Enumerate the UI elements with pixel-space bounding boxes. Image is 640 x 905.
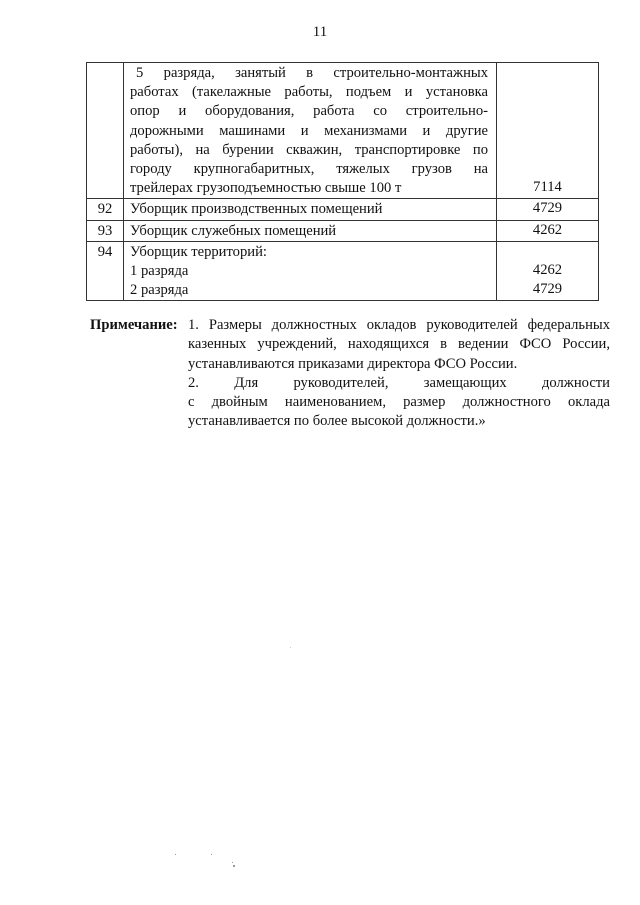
text-line: устанавливаются приказами директора ФСО России. (188, 355, 518, 372)
salary-value: 4262 (532, 262, 563, 279)
text-line: работах (такелажные работы, подъем и установка (130, 84, 488, 101)
note-item-1 (188, 316, 610, 374)
salary-values (497, 241, 599, 301)
text-line: городу крупногабаритных, тяжелых грузов на (130, 161, 488, 178)
text-line: трейлерах грузоподъемностью свыше 100 т (130, 180, 402, 197)
salary-value: 7114 (497, 63, 599, 199)
position-title: Уборщик территорий: (130, 243, 267, 260)
row-number: 92 (87, 199, 124, 220)
note-section (90, 316, 610, 432)
salary-value: 4729 (532, 281, 563, 298)
table-row (87, 241, 599, 301)
text-line: с двойным наименованием, размер должностного оклада (188, 394, 610, 411)
blank-line (497, 242, 598, 261)
scan-speck (233, 865, 235, 867)
position-name (124, 63, 497, 199)
row-number (87, 63, 124, 199)
position-name: Уборщик служебных помещений (124, 220, 497, 241)
text-line: дорожными машинами и механизмами и другие (130, 122, 488, 139)
grade-label: 2 разряда (130, 282, 189, 299)
text-line: работы), на бурении скважин, транспортировке по (130, 141, 488, 158)
text-line: 2. Для руководителей, замещающих должности (188, 374, 610, 391)
text-line: устанавливается по более высокой должности.» (188, 413, 486, 430)
text-line: казенных учреждений, находящихся в ведении ФСО России, (188, 336, 610, 353)
scan-speck (175, 854, 176, 855)
note-item-2 (188, 374, 610, 432)
page-number: 11 (312, 24, 328, 40)
table-row (87, 220, 599, 241)
scan-speck (290, 647, 291, 648)
note-label: Примечание: (90, 317, 178, 333)
note-body (188, 316, 610, 432)
scan-speck (232, 862, 233, 863)
table-row-continued (87, 63, 599, 199)
row-number: 94 (87, 241, 124, 301)
text-line: опор и оборудования, работа со строительно- (130, 103, 488, 120)
text-line: 5 разряда, занятый в строительно-монтажных (136, 65, 488, 81)
salary-value: 4729 (497, 199, 599, 220)
grade-label: 1 разряда (130, 263, 189, 280)
position-name (124, 241, 497, 301)
row-number: 93 (87, 220, 124, 241)
salary-value: 4262 (497, 220, 599, 241)
table-row (87, 199, 599, 220)
position-name: Уборщик производственных помещений (124, 199, 497, 220)
salary-table (86, 62, 599, 301)
scan-speck (211, 854, 212, 855)
text-line: 1. Размеры должностных окладов руководителей федеральных (188, 317, 610, 333)
